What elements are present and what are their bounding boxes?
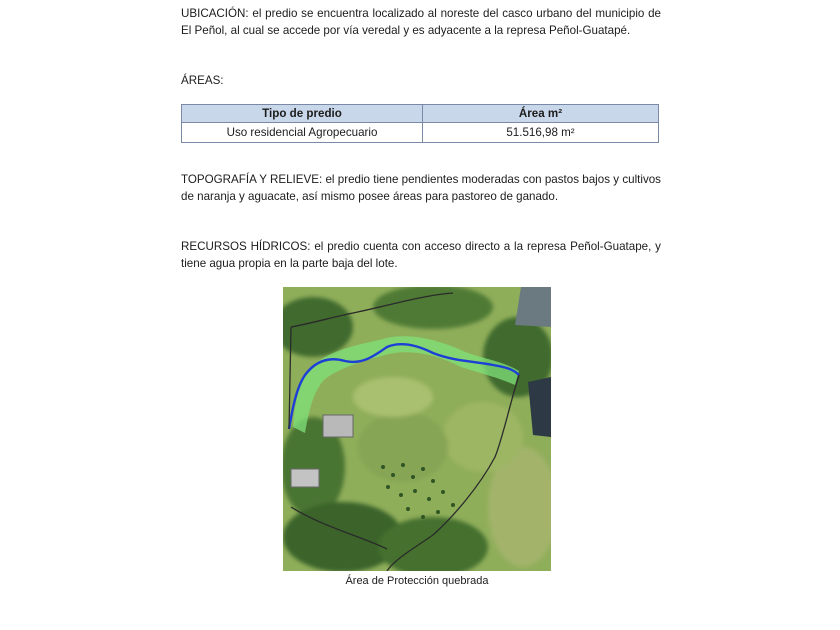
ubicacion-paragraph [181,5,661,39]
recursos-label: RECURSOS HÍDRICOS: [181,240,311,253]
topografia-text: el predio tiene pendientes moderadas con pastos bajos y cultivos de naranja y aguacate, así mismo posee áreas para pastoreo de ganado. [181,173,661,203]
areas-table [181,104,659,143]
roof-structure-top-right [515,287,551,327]
topografia-paragraph [181,171,661,205]
house-building [323,415,353,437]
table-header-row [182,105,659,123]
header-area: Área m² [423,105,659,123]
recursos-text: el predio cuenta con acceso directo a la represa Peñol-Guatape, y tiene agua propia en la parte baja del lote. [181,240,661,270]
aerial-map-svg [283,287,551,571]
ubicacion-label: UBICACIÓN: [181,7,249,20]
topografia-label: TOPOGRAFÍA Y RELIEVE: [181,173,323,186]
table-row [182,123,659,143]
cell-area: 51.516,98 m² [423,123,659,143]
shed-building [291,469,319,487]
aerial-map-image [283,287,551,571]
recursos-paragraph [181,238,661,272]
ubicacion-text: el predio se encuentra localizado al noreste del casco urbano del municipio de El Peñol, al cual se accede por vía veredal y es adyacente a la represa Peñol-Guatapé. [181,7,661,37]
header-tipo-predio: Tipo de predio [182,105,423,123]
areas-heading: ÁREAS: [181,74,224,87]
figure-caption: Área de Protección quebrada [345,575,489,587]
cell-tipo: Uso residencial Agropecuario [182,123,423,143]
